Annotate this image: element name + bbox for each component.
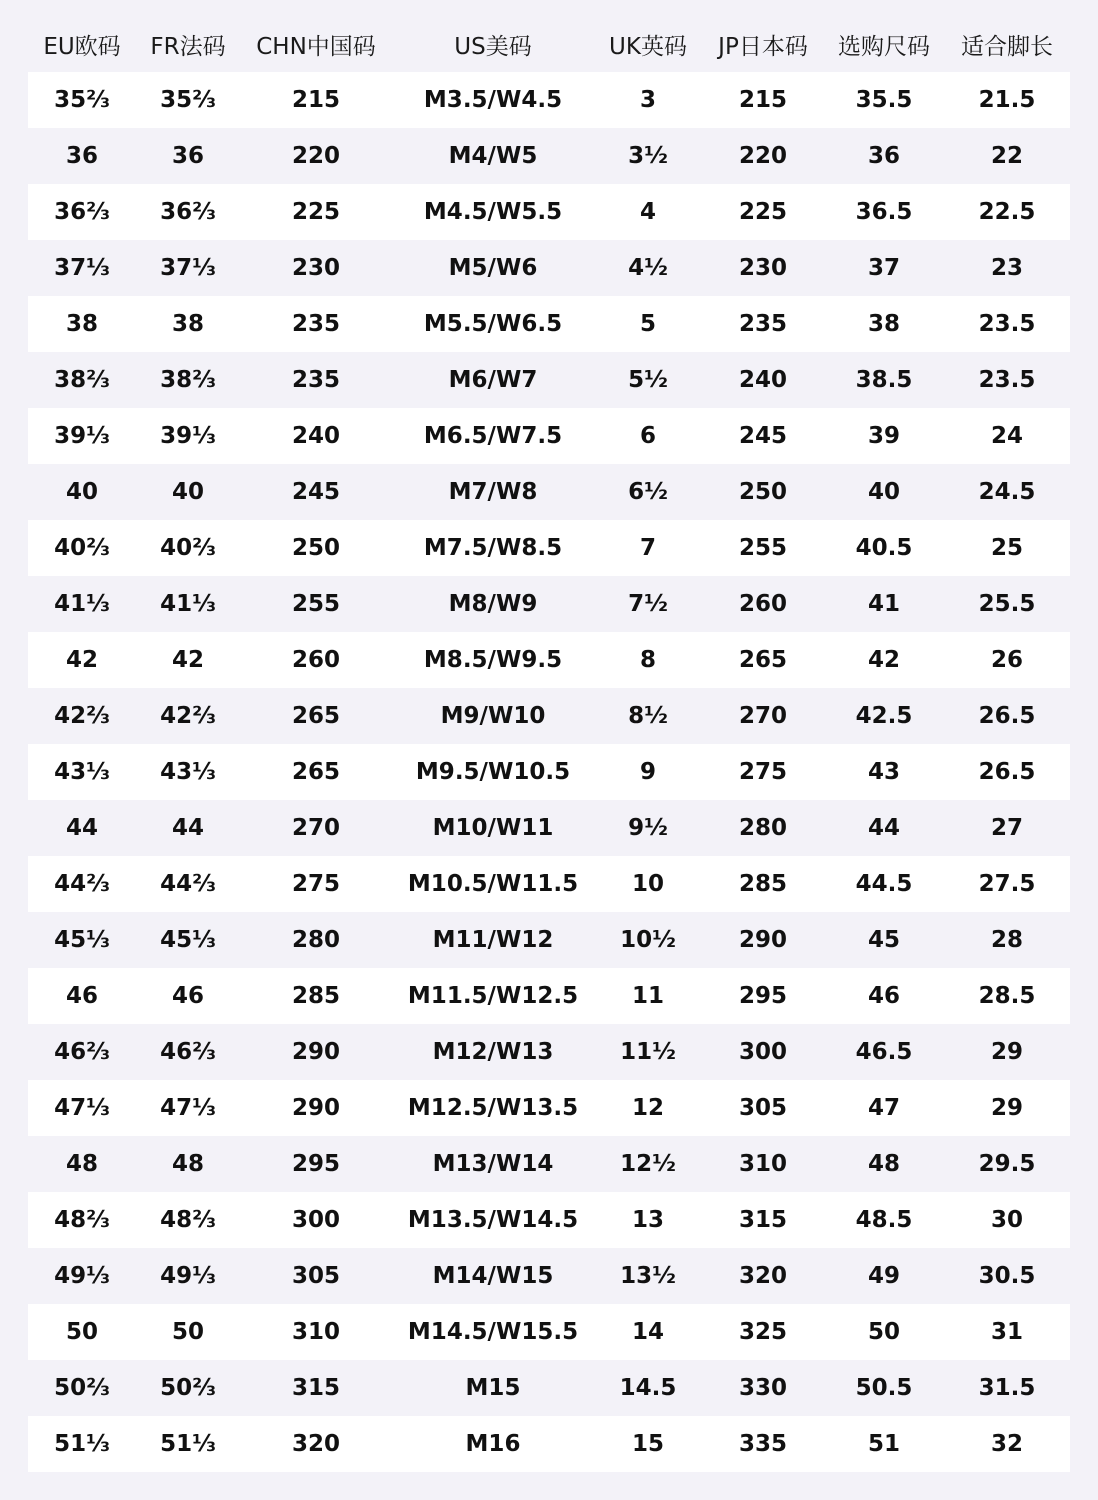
cell-uk: 3: [639, 87, 656, 113]
cell-uk: 9½: [628, 815, 668, 841]
cell-foot-length: 24.5: [978, 479, 1036, 505]
cell-chn: 245: [291, 479, 340, 505]
cell-us: M6.5/W7.5: [423, 423, 563, 449]
cell-jp: 245: [738, 423, 787, 449]
cell-chn: 300: [291, 1207, 340, 1233]
cell-chn: 320: [291, 1431, 340, 1457]
cell-uk: 6½: [628, 479, 668, 505]
cell-fr: 36⅔: [160, 199, 216, 225]
cell-purchase-size: 38.5: [855, 367, 913, 393]
cell-uk: 12: [631, 1095, 664, 1121]
cell-eu: 44: [65, 815, 98, 841]
table-row: [28, 408, 1070, 464]
cell-foot-length: 31: [990, 1319, 1023, 1345]
cell-foot-length: 27.5: [978, 871, 1036, 897]
cell-eu: 36⅔: [54, 199, 110, 225]
cell-chn: 295: [291, 1151, 340, 1177]
cell-fr: 43⅓: [160, 759, 216, 785]
table-row: [28, 296, 1070, 352]
cell-fr: 40: [171, 479, 204, 505]
header-jp: JP日本码: [718, 33, 808, 60]
cell-jp: 225: [738, 199, 787, 225]
cell-fr: 39⅓: [160, 423, 216, 449]
cell-purchase-size: 45: [867, 927, 900, 953]
cell-purchase-size: 38: [867, 311, 900, 337]
cell-jp: 320: [738, 1263, 787, 1289]
cell-us: M9/W10: [440, 703, 546, 729]
cell-chn: 215: [291, 87, 340, 113]
cell-eu: 44⅔: [54, 871, 110, 897]
cell-foot-length: 22.5: [978, 199, 1036, 225]
table-row: [28, 1304, 1070, 1360]
table-row: [28, 912, 1070, 968]
cell-purchase-size: 49: [867, 1263, 900, 1289]
table-row: [28, 184, 1070, 240]
cell-us: M13/W14: [432, 1151, 554, 1177]
cell-eu: 40⅔: [54, 535, 110, 561]
cell-foot-length: 23.5: [978, 367, 1036, 393]
cell-foot-length: 29: [990, 1095, 1023, 1121]
cell-purchase-size: 50.5: [855, 1375, 913, 1401]
cell-uk: 9: [639, 759, 656, 785]
cell-chn: 280: [291, 927, 340, 953]
cell-eu: 39⅓: [54, 423, 110, 449]
cell-us: M12.5/W13.5: [407, 1095, 579, 1121]
cell-chn: 230: [291, 255, 340, 281]
cell-chn: 315: [291, 1375, 340, 1401]
table-row: [28, 128, 1070, 184]
cell-eu: 50⅔: [54, 1375, 110, 1401]
cell-fr: 38⅔: [160, 367, 216, 393]
cell-jp: 215: [738, 87, 787, 113]
table-row: [28, 464, 1070, 520]
cell-us: M3.5/W4.5: [423, 87, 563, 113]
cell-uk: 5½: [628, 367, 668, 393]
cell-uk: 4: [639, 199, 656, 225]
cell-jp: 335: [738, 1431, 787, 1457]
cell-fr: 37⅓: [160, 255, 216, 281]
cell-fr: 48: [171, 1151, 204, 1177]
cell-jp: 300: [738, 1039, 787, 1065]
cell-uk: 7½: [628, 591, 668, 617]
cell-eu: 49⅓: [54, 1263, 110, 1289]
cell-uk: 4½: [628, 255, 668, 281]
cell-purchase-size: 46.5: [855, 1039, 913, 1065]
table-row: [28, 632, 1070, 688]
cell-us: M10/W11: [432, 815, 554, 841]
cell-eu: 47⅓: [54, 1095, 110, 1121]
cell-purchase-size: 42: [867, 647, 900, 673]
table-row: [28, 240, 1070, 296]
cell-chn: 285: [291, 983, 340, 1009]
cell-uk: 8: [639, 647, 656, 673]
cell-foot-length: 26.5: [978, 759, 1036, 785]
cell-foot-length: 30: [990, 1207, 1023, 1233]
cell-us: M7/W8: [448, 479, 538, 505]
cell-chn: 235: [291, 311, 340, 337]
header-uk: UK英码: [609, 33, 687, 60]
cell-us: M4/W5: [448, 143, 538, 169]
cell-fr: 50: [171, 1319, 204, 1345]
cell-chn: 265: [291, 759, 340, 785]
cell-purchase-size: 47: [867, 1095, 900, 1121]
cell-fr: 38: [171, 311, 204, 337]
cell-us: M15: [465, 1375, 521, 1401]
cell-uk: 14: [631, 1319, 664, 1345]
cell-eu: 40: [65, 479, 98, 505]
cell-uk: 8½: [628, 703, 668, 729]
cell-foot-length: 31.5: [978, 1375, 1036, 1401]
cell-foot-length: 30.5: [978, 1263, 1036, 1289]
cell-jp: 290: [738, 927, 787, 953]
table-header-row: [28, 16, 1070, 72]
table-row: [28, 688, 1070, 744]
cell-fr: 51⅓: [160, 1431, 216, 1457]
cell-chn: 275: [291, 871, 340, 897]
cell-eu: 36: [65, 143, 98, 169]
cell-chn: 255: [291, 591, 340, 617]
table-row: [28, 1192, 1070, 1248]
cell-jp: 235: [738, 311, 787, 337]
cell-uk: 3½: [628, 143, 668, 169]
cell-eu: 51⅓: [54, 1431, 110, 1457]
cell-purchase-size: 51: [867, 1431, 900, 1457]
cell-fr: 40⅔: [160, 535, 216, 561]
cell-fr: 46: [171, 983, 204, 1009]
cell-foot-length: 27: [990, 815, 1023, 841]
cell-purchase-size: 37: [867, 255, 900, 281]
table-row: [28, 520, 1070, 576]
cell-uk: 7: [639, 535, 656, 561]
table-row: [28, 1248, 1070, 1304]
cell-purchase-size: 48.5: [855, 1207, 913, 1233]
cell-us: M11.5/W12.5: [407, 983, 579, 1009]
header-eu: EU欧码: [43, 33, 121, 60]
cell-chn: 270: [291, 815, 340, 841]
header-purchase-size: 选购尺码: [838, 33, 930, 60]
cell-eu: 41⅓: [54, 591, 110, 617]
cell-uk: 15: [631, 1431, 664, 1457]
cell-eu: 42⅔: [54, 703, 110, 729]
cell-uk: 13½: [620, 1263, 676, 1289]
header-chn: CHN中国码: [256, 33, 376, 60]
cell-eu: 48: [65, 1151, 98, 1177]
cell-jp: 330: [738, 1375, 787, 1401]
cell-fr: 36: [171, 143, 204, 169]
cell-us: M14.5/W15.5: [407, 1319, 579, 1345]
cell-chn: 290: [291, 1039, 340, 1065]
cell-eu: 48⅔: [54, 1207, 110, 1233]
cell-chn: 240: [291, 423, 340, 449]
cell-us: M16: [465, 1431, 521, 1457]
cell-uk: 13: [631, 1207, 664, 1233]
table-body: [28, 72, 1070, 1472]
cell-foot-length: 29: [990, 1039, 1023, 1065]
cell-purchase-size: 40: [867, 479, 900, 505]
cell-us: M8/W9: [448, 591, 538, 617]
cell-foot-length: 21.5: [978, 87, 1036, 113]
cell-purchase-size: 50: [867, 1319, 900, 1345]
cell-jp: 255: [738, 535, 787, 561]
table-row: [28, 800, 1070, 856]
cell-fr: 50⅔: [160, 1375, 216, 1401]
cell-foot-length: 28.5: [978, 983, 1036, 1009]
cell-uk: 5: [639, 311, 656, 337]
cell-fr: 46⅔: [160, 1039, 216, 1065]
cell-purchase-size: 41: [867, 591, 900, 617]
cell-jp: 305: [738, 1095, 787, 1121]
cell-chn: 250: [291, 535, 340, 561]
cell-jp: 220: [738, 143, 787, 169]
cell-fr: 35⅔: [160, 87, 216, 113]
cell-chn: 305: [291, 1263, 340, 1289]
cell-fr: 44⅔: [160, 871, 216, 897]
cell-chn: 260: [291, 647, 340, 673]
cell-eu: 35⅔: [54, 87, 110, 113]
cell-chn: 265: [291, 703, 340, 729]
cell-purchase-size: 44: [867, 815, 900, 841]
table-row: [28, 1080, 1070, 1136]
cell-us: M13.5/W14.5: [407, 1207, 579, 1233]
cell-jp: 275: [738, 759, 787, 785]
cell-chn: 225: [291, 199, 340, 225]
cell-eu: 42: [65, 647, 98, 673]
cell-fr: 41⅓: [160, 591, 216, 617]
cell-chn: 310: [291, 1319, 340, 1345]
cell-us: M12/W13: [432, 1039, 554, 1065]
cell-eu: 45⅓: [54, 927, 110, 953]
cell-jp: 285: [738, 871, 787, 897]
cell-eu: 37⅓: [54, 255, 110, 281]
cell-uk: 11½: [620, 1039, 676, 1065]
cell-jp: 230: [738, 255, 787, 281]
cell-uk: 14.5: [619, 1375, 677, 1401]
table-row: [28, 744, 1070, 800]
cell-uk: 11: [631, 983, 664, 1009]
table-row: [28, 968, 1070, 1024]
cell-jp: 310: [738, 1151, 787, 1177]
cell-purchase-size: 44.5: [855, 871, 913, 897]
cell-eu: 46⅔: [54, 1039, 110, 1065]
cell-us: M11/W12: [432, 927, 554, 953]
cell-foot-length: 23.5: [978, 311, 1036, 337]
cell-jp: 240: [738, 367, 787, 393]
cell-purchase-size: 36.5: [855, 199, 913, 225]
cell-purchase-size: 46: [867, 983, 900, 1009]
cell-fr: 45⅓: [160, 927, 216, 953]
cell-foot-length: 25: [990, 535, 1023, 561]
cell-chn: 220: [291, 143, 340, 169]
table-row: [28, 1360, 1070, 1416]
cell-foot-length: 23: [990, 255, 1023, 281]
cell-us: M14/W15: [432, 1263, 554, 1289]
cell-purchase-size: 35.5: [855, 87, 913, 113]
table-row: [28, 72, 1070, 128]
cell-eu: 46: [65, 983, 98, 1009]
cell-fr: 44: [171, 815, 204, 841]
cell-us: M5/W6: [448, 255, 538, 281]
size-chart-table: [28, 16, 1070, 1472]
cell-eu: 43⅓: [54, 759, 110, 785]
header-foot-length: 适合脚长: [961, 33, 1053, 60]
cell-jp: 325: [738, 1319, 787, 1345]
cell-us: M10.5/W11.5: [407, 871, 579, 897]
cell-fr: 42⅔: [160, 703, 216, 729]
cell-purchase-size: 43: [867, 759, 900, 785]
header-fr: FR法码: [150, 33, 226, 60]
cell-chn: 235: [291, 367, 340, 393]
cell-us: M9.5/W10.5: [415, 759, 571, 785]
cell-eu: 38: [65, 311, 98, 337]
cell-jp: 295: [738, 983, 787, 1009]
cell-jp: 280: [738, 815, 787, 841]
cell-jp: 265: [738, 647, 787, 673]
cell-us: M6/W7: [448, 367, 538, 393]
table-row: [28, 1416, 1070, 1472]
cell-chn: 290: [291, 1095, 340, 1121]
cell-foot-length: 26.5: [978, 703, 1036, 729]
table-row: [28, 1136, 1070, 1192]
cell-fr: 47⅓: [160, 1095, 216, 1121]
cell-jp: 270: [738, 703, 787, 729]
table-row: [28, 576, 1070, 632]
table-row: [28, 856, 1070, 912]
cell-foot-length: 26: [990, 647, 1023, 673]
header-us: US美码: [454, 33, 532, 60]
cell-us: M8.5/W9.5: [423, 647, 563, 673]
cell-purchase-size: 36: [867, 143, 900, 169]
cell-fr: 48⅔: [160, 1207, 216, 1233]
cell-eu: 38⅔: [54, 367, 110, 393]
cell-foot-length: 29.5: [978, 1151, 1036, 1177]
cell-foot-length: 24: [990, 423, 1023, 449]
cell-uk: 10½: [620, 927, 676, 953]
cell-us: M5.5/W6.5: [423, 311, 563, 337]
cell-us: M4.5/W5.5: [423, 199, 563, 225]
cell-fr: 49⅓: [160, 1263, 216, 1289]
cell-foot-length: 25.5: [978, 591, 1036, 617]
table-row: [28, 352, 1070, 408]
cell-uk: 10: [631, 871, 664, 897]
cell-jp: 250: [738, 479, 787, 505]
cell-purchase-size: 48: [867, 1151, 900, 1177]
cell-fr: 42: [171, 647, 204, 673]
cell-purchase-size: 39: [867, 423, 900, 449]
cell-foot-length: 28: [990, 927, 1023, 953]
cell-eu: 50: [65, 1319, 98, 1345]
cell-purchase-size: 40.5: [855, 535, 913, 561]
table-row: [28, 1024, 1070, 1080]
cell-jp: 260: [738, 591, 787, 617]
cell-foot-length: 22: [990, 143, 1023, 169]
cell-uk: 12½: [620, 1151, 676, 1177]
cell-us: M7.5/W8.5: [423, 535, 563, 561]
cell-jp: 315: [738, 1207, 787, 1233]
cell-foot-length: 32: [990, 1431, 1023, 1457]
cell-purchase-size: 42.5: [855, 703, 913, 729]
cell-uk: 6: [639, 423, 656, 449]
